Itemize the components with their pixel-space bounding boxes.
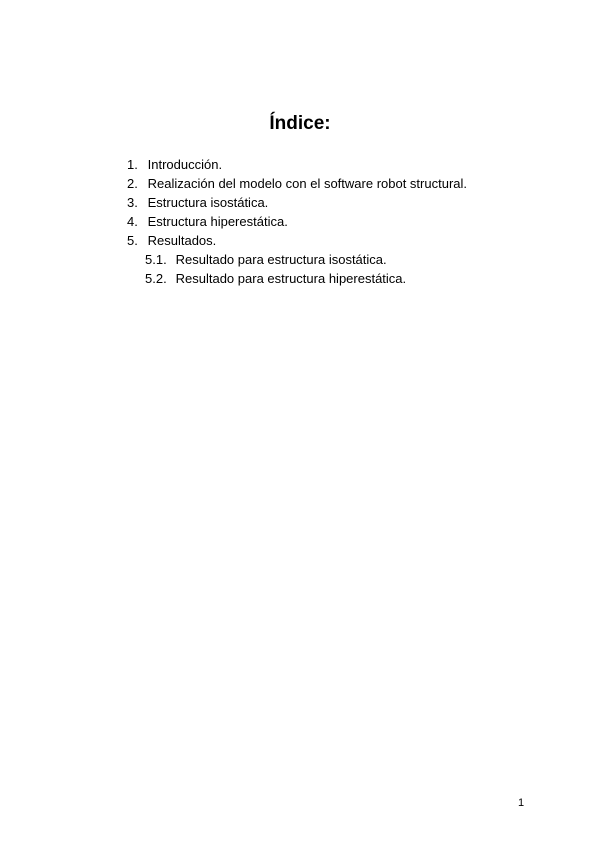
toc-subitem-5-1 <box>127 250 467 269</box>
toc-item-number: 4. <box>127 214 138 229</box>
toc-item-text: Resultado para estructura hiperestática. <box>175 271 407 286</box>
toc-item-2 <box>127 174 467 193</box>
table-of-contents <box>127 155 467 288</box>
toc-item-4 <box>127 212 467 231</box>
toc-item-text: Estructura isostática. <box>147 195 269 210</box>
toc-item-number: 5.1. <box>145 252 167 267</box>
toc-item-text: Estructura hiperestática. <box>147 214 288 229</box>
toc-item-text: Introducción. <box>147 157 223 172</box>
toc-item-5 <box>127 231 467 250</box>
page-number: 1 <box>518 797 525 809</box>
toc-item-1 <box>127 155 467 174</box>
toc-item-3 <box>127 193 467 212</box>
toc-item-number: 1. <box>127 157 138 172</box>
toc-subitem-5-2 <box>127 269 467 288</box>
toc-item-text: Resultados. <box>147 233 217 248</box>
toc-item-number: 2. <box>127 176 138 191</box>
toc-item-number: 5. <box>127 233 138 248</box>
toc-item-text: Realización del modelo con el software robot structural. <box>147 176 468 191</box>
toc-item-number: 5.2. <box>145 271 167 286</box>
toc-item-number: 3. <box>127 195 138 210</box>
toc-item-text: Resultado para estructura isostática. <box>175 252 387 267</box>
index-title: Índice: <box>269 113 331 134</box>
